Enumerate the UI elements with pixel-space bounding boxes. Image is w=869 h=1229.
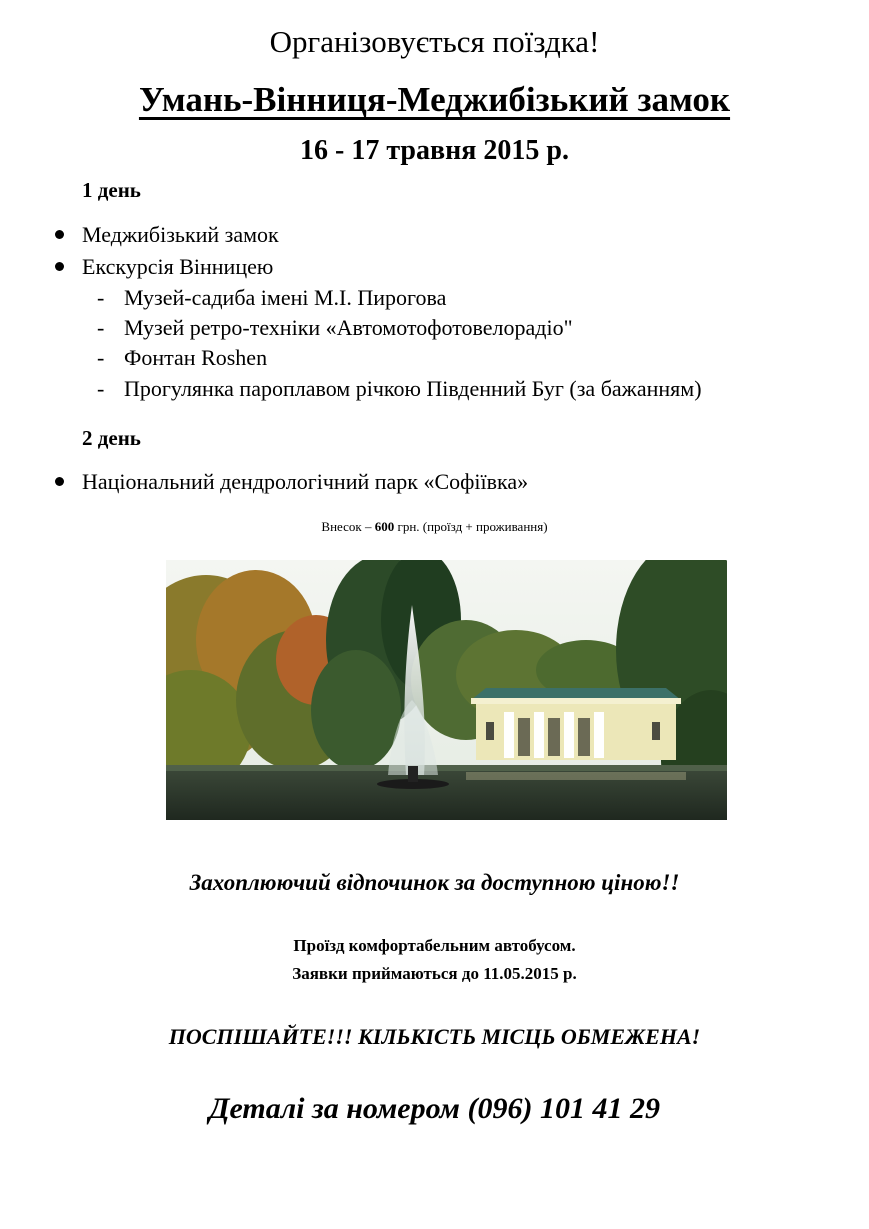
day2-heading: 2 день bbox=[82, 426, 141, 450]
list-item bbox=[55, 254, 273, 280]
fee-suffix: грн. (проїзд + проживання) bbox=[394, 519, 548, 534]
fee-note bbox=[0, 519, 869, 535]
dash-marker: - bbox=[97, 285, 105, 310]
sub-list-item-label: Прогулянка пароплавом річкою Південний Буг (за бажанням) bbox=[124, 376, 702, 401]
dash-marker: - bbox=[97, 315, 105, 340]
sub-list-item bbox=[97, 376, 702, 402]
list-item-label: Екскурсія Вінницею bbox=[82, 254, 274, 279]
dash-marker: - bbox=[97, 345, 105, 370]
sub-list-item bbox=[97, 345, 267, 371]
list-item bbox=[55, 222, 279, 248]
sub-list-item-label: Фонтан Roshen bbox=[124, 345, 268, 370]
route-title bbox=[0, 80, 869, 120]
list-item-label: Національний дендрологічний парк «Софіївка» bbox=[82, 469, 529, 494]
bullet-icon bbox=[55, 262, 64, 271]
list-item-label: Меджибізький замок bbox=[82, 222, 279, 247]
sub-list-item bbox=[97, 315, 573, 341]
fee-prefix: Внесок – bbox=[321, 519, 375, 534]
fee-amount: 600 bbox=[374, 519, 395, 534]
deadline-note: Заявки приймаються до 11.05.2015 р. bbox=[292, 964, 577, 983]
day1-heading: 1 день bbox=[82, 178, 141, 202]
slogan: Захоплюючий відпочинок за доступною ціною!! bbox=[189, 870, 680, 895]
intro-heading: Організовується поїздка! bbox=[269, 24, 600, 59]
sub-list-item-label: Музей-садиба імені М.І. Пирогова bbox=[124, 285, 447, 310]
list-item bbox=[55, 469, 528, 495]
trip-dates: 16 - 17 травня 2015 р. bbox=[300, 135, 569, 166]
contact-phone: Деталі за номером (096) 101 41 29 bbox=[209, 1092, 660, 1125]
bullet-icon bbox=[55, 230, 64, 239]
sub-list-item-label: Музей ретро-техніки «Автомотофотовелорадіо" bbox=[124, 315, 573, 340]
bus-note: Проїзд комфортабельним автобусом. bbox=[293, 936, 576, 955]
hurry-banner: ПОСПІШАЙТЕ!!! КІЛЬКІСТЬ МІСЦЬ ОБМЕЖЕНА! bbox=[168, 1024, 701, 1049]
bullet-icon bbox=[55, 477, 64, 486]
dash-marker: - bbox=[97, 376, 105, 401]
sub-list-item bbox=[97, 285, 446, 311]
park-photo bbox=[166, 560, 727, 820]
route-title-text: Умань-Вінниця-Меджибізький замок bbox=[138, 80, 731, 119]
